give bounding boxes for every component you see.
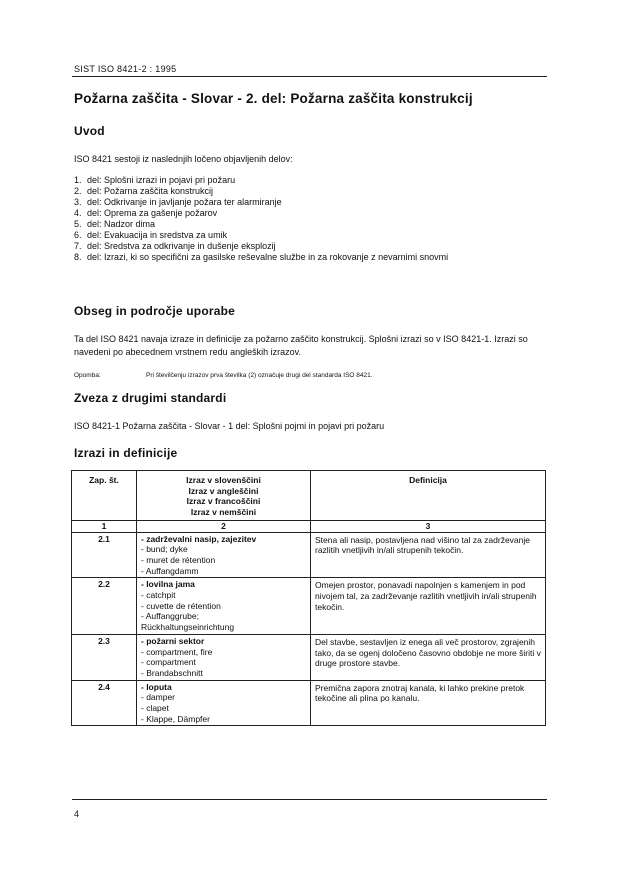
section-heading-izrazi: Izrazi in definicije [74, 446, 178, 460]
table-row [72, 532, 546, 578]
term-cell: - zadrževalni nasip, zajezitev - bund; dyke - muret de rétention - Auffangdamm [137, 532, 311, 578]
col-header-num: Zap. št. [72, 471, 137, 521]
header-divider [72, 76, 547, 77]
list-item: 6. del: Evakuacija in sredstva za umik [74, 230, 228, 240]
definition-cell: Premična zapora znotraj kanala, ki lahko prekine pretok tekočine ali plina po kanalu. [311, 680, 546, 726]
standard-reference: SIST ISO 8421-2 : 1995 [74, 64, 177, 74]
list-item: 8. del: Izrazi, ki so specifični za gasilske reševalne službe in za rokovanje z nevarnimi snovmi [74, 252, 449, 262]
column-index-row: 1 2 3 [72, 520, 546, 532]
col-header-terms: Izraz v slovenščini Izraz v angleščini Izraz v francoščini Izraz v nemščini [137, 471, 311, 521]
obseg-text: Ta del ISO 8421 navaja izraze in definicije za požarno zaščito konstrukcij. Splošni izrazi so v ISO 8421-1. Izrazi so navedeni po abecednem vrstnem redu angleških izrazov. [74, 334, 528, 357]
term-number: 2.3 [72, 634, 137, 680]
list-item: 7. del: Sredstva za odkrivanje in dušenje eksplozij [74, 241, 276, 251]
section-heading-zveza: Zveza z drugimi standardi [74, 391, 227, 405]
note-label: Opomba: [74, 372, 101, 379]
definition-cell: Stena ali nasip, postavljena nad višino tal za zadrževanje razlitih vnetljivih in/ali strupenih tekočin. [311, 532, 546, 578]
table-header-row [72, 471, 546, 521]
term-cell: - loputa - damper - clapet - Klappe, Dämpfer [137, 680, 311, 726]
table-row [72, 578, 546, 635]
terms-table [71, 470, 546, 726]
term-number: 2.1 [72, 532, 137, 578]
list-item: 1. del: Splošni izrazi in pojavi pri požaru [74, 175, 236, 185]
page-number: 4 [74, 809, 80, 819]
section-heading-uvod: Uvod [74, 124, 105, 138]
table-row [72, 680, 546, 726]
uvod-intro: ISO 8421 sestoji iz naslednjih ločeno objavljenih delov: [74, 154, 293, 164]
term-cell: - požarni sektor - compartment, fire - compartment - Brandabschnitt [137, 634, 311, 680]
list-item: 2. del: Požarna zaščita konstrukcij [74, 186, 214, 196]
section-heading-obseg: Obseg in področje uporabe [74, 304, 236, 318]
table-row [72, 634, 546, 680]
list-item: 4. del: Oprema za gašenje požarov [74, 208, 218, 218]
col-header-definition: Definicija [311, 471, 546, 521]
list-item: 5. del: Nadzor dima [74, 219, 156, 229]
note [74, 372, 546, 379]
note-text: Pri številčenju izrazov prva številka (2) označuje drugi del standarda ISO 8421. [146, 372, 373, 379]
definition-cell: Del stavbe, sestavljen iz enega ali več prostorov, zgrajenih tako, da se ogenj določeno časovno obdobje ne more širiti v druge prostore stavbe. [311, 634, 546, 680]
zveza-text: ISO 8421-1 Požarna zaščita - Slovar - 1 del: Splošni pojmi in pojavi pri požaru [74, 421, 385, 431]
term-cell: - lovilna jama - catchpit - cuvette de rétention - Auffanggrube; Rückhaltungseinrichtung [137, 578, 311, 635]
list-item: 3. del: Odkrivanje in javljanje požara ter alarmiranje [74, 197, 282, 207]
term-number: 2.4 [72, 680, 137, 726]
definition-cell: Omejen prostor, ponavadi napolnjen s kamenjem in pod nivojem tal, za zadrževanje razlitih vnetljivih in/ali strupenih tekočin. [311, 578, 546, 635]
term-number: 2.2 [72, 578, 137, 635]
parts-list [74, 175, 524, 263]
footer-divider [72, 799, 547, 800]
page-title: Požarna zaščita - Slovar - 2. del: Požarna zaščita konstrukcij [74, 91, 473, 106]
